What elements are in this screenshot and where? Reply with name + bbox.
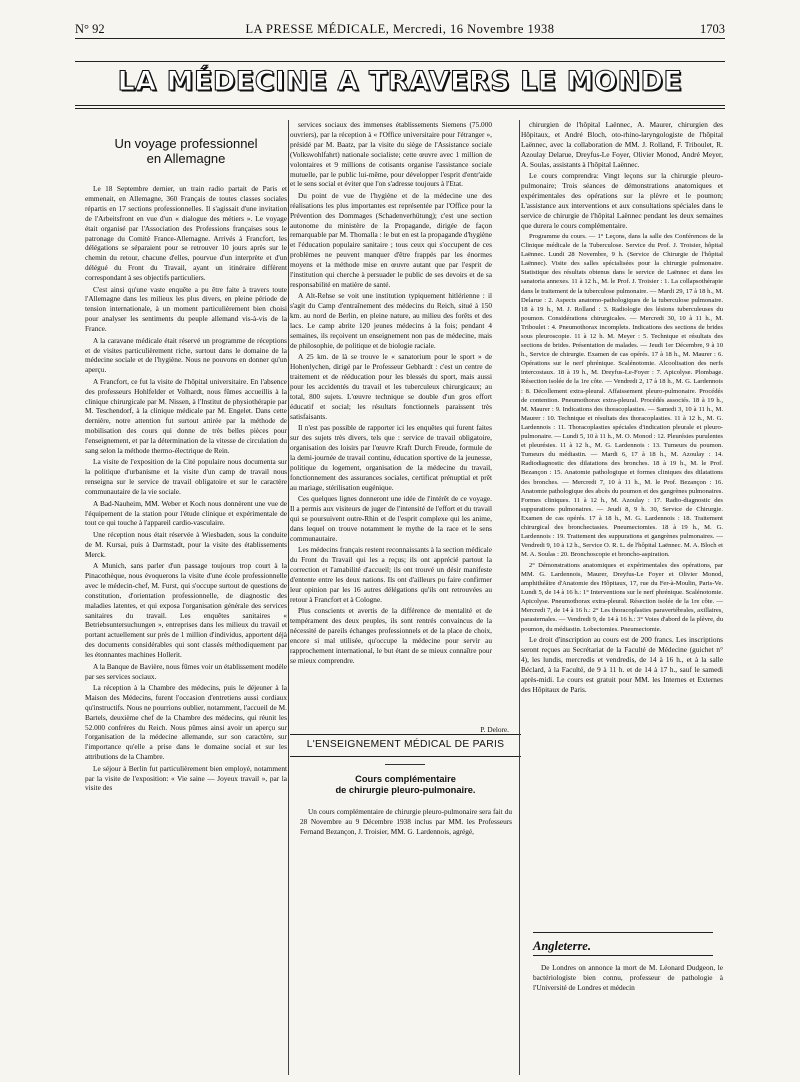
banner-bottom-rule-2 bbox=[75, 108, 725, 109]
paragraph: Une réception nous était réservée à Wiesbaden, sous la conduite de M. Kursai, puis à Darmstadt, pour la visite des établissements Merck. bbox=[85, 529, 287, 559]
course-title bbox=[300, 774, 511, 796]
programme-text-2: 2° Démonstrations anatomiques et expérimentales des opérations, par MM. G. Lardennois, Maurer, Dreyfus-Le Foyer et Olivier Monod, amphithéâtre d'Anatomie des Hôpitaux, 17, rue du Fer-à-Moulin, Paris-Ve. Lundi 5, de 14 à 16 h.: 1° Interventions sur le nerf phrénique. Scalénotomie. Apicolyse. Pneumothorax extra-pleural. Résection isolée de la 1re côte. — Mercredi 7, de 14 à 16 h.: 2° Les thoracoplasties paravertébrales, axillaires, parasternales. — Vendredi 9, de 14 à 16 h.: 3° Voies d'abord de la plèvre, du poumon, du médiastin. Lobectomies. Pneumectomie. bbox=[521, 561, 723, 633]
column-divider-2 bbox=[519, 120, 520, 1075]
section-banner: LA MÉDECINE A TRAVERS LE MONDE bbox=[117, 66, 683, 97]
running-header bbox=[75, 22, 725, 36]
banner-top-rule bbox=[75, 61, 725, 62]
paragraph: La visite de l'exposition de la Cité populaire nous documenta sur la politique d'urbanisme et la visite d'un camp de travail nous renseigna sur le service de travail obligatoire et sur le caractère communautaire de la vie sociale. bbox=[85, 457, 287, 497]
section-heading: L'ENSEIGNEMENT MÉDICAL DE PARIS bbox=[306, 739, 505, 750]
programme-text: Programme du cours. — 1° Leçons, dans la salle des Conférences de la Clinique médicale de la Tuberculose. Service du Prof. J. Troisier, hôpital Laënnec. Lundi 28 Novembre, 9 h. (Service de Chirurgie de l'hôpital Laënnec). Visite des salles spécialisées pour la chirurgie pulmonaire. Statistique des résultats obtenus dans le service de Laënnec et dans les sanatoria annexes. 11 à 12 h., M. le Prof. J. Troisier : 1. La collapsothérapie dans le traitement de la tuberculose pulmonaire. — Mardi 29, 17 à 18 h., M. Delarue : 2. Aspects anatomo-pathologiques de la tuberculose pulmonaire. 18 à 19 h., M. J. Rolland : 3. Radiologie des lésions tuberculeuses du poumon. Considérations chirurgicales. — Mercredi 30, 10 à 11 h., M. Triboulet : 4. Pneumothorax incomplets. Indications des sections de brides sous pleuroscopie. 11 à 12 h. M. Meyer : 5. Technique et résultats des sections de brides. Présentation de malades. — Jeudi 1er Décembre, 9 à 10 h., Service de chirurgie. Examen de cas opérés. 17 à 18 h., M. Maurer : 6. Opérations sur le nerf phrénique. Scalénotomie. Alcoolisation des nerfs intercostaux. 18 à 19 h., M. Dreyfus-Le-Foyer : 7. Apicolyse. Plombage. Résection isolée de la 1re côte. — Vendredi 2, 17 à 18 h., M. G. Lardennois : 8. Décollement extra-pleural. Affaissement pleuro-pulmonaire. Procédés de contention. Pneumothorax extra-pleural. Procédés associés. 18 à 19 h., M. Maurer : 9. Indications des thoracoplasties. — Samedi 3, 10 à 11 h., M. Maurer : 10. Technique et résultats des thoracoplasties. 11 à 12 h., M. G. Lardennois : 11. Thoracoplasties spéciales d'indication pleurale et pleuro-pulmonaire. — Lundi 5, 10 à 11 h., M. O. Monod : 12. Pleurésies purulentes et pleurésies. 11 à 12 h., M. G. Lardennois : 13. Tumeurs du poumon. Tumeurs du médiastin. — Mardi 6, 17 à 18 h., M. Azoulay : 14. Radiodiagnostic des dilatations des bronches. 18 à 19 h., M. le Prof. Bezançon : 15. Anatomie pathologique et formes cliniques des dilatations des bronches. — Mercredi 7, 10 à 11 h., M. le Prof. Bezançon : 16. Anatomie pathologique des abcès du poumon et des gangrènes pulmonaires. Formes cliniques. 11 à 12 h., M. Azoulay : 17. Radio-diagnostic des suppurations pulmonaires. — Jeudi 8, 9 h. 30, Service de Chirurgie. Examen de cas opérés. 17 à 18 h., M. G. Lardennois : 18. Traitement chirurgical des bronchectasies. Pneumectomies. 18 à 19 h., M. G. Lardennois : 19. Traitement des suppurations et gangrènes pulmonaires. — Vendredi 9, 10 à 12 h., Service O. R. L. de l'hôpital Laënnec. M. A. Bloch et M. A. Soulas : 20. Bronchoscopie et broncho-aspiration. bbox=[521, 232, 723, 559]
column-1 bbox=[85, 184, 287, 1074]
paragraph: Le 18 Septembre dernier, un train radio partait de Paris et emmenait, en Allemagne, 360 Français de toutes classes sociales répartis en 17 sections professionnelles. Il s'agissait d'une invitation de l'Arbeitsfront en vue d'un « dialogue des métiers ». Le voyage était organisé par l'Association des Professions françaises sous le patronage du Comité France-Allemagne. Arrivés à Francfort, les délégations se séparaient pour se retrouver 10 jours après sur le chemin du retour, chacune d'elles, pourvue d'un interprète et d'un délégué du Front du Travail, ayant un itinéraire différent correspondant à ses objectifs particuliers. bbox=[85, 184, 287, 283]
paragraph: A Francfort, ce fut la visite de l'hôpital universitaire. En l'absence des professeurs Hohlfelder et Volhardt, nous fûmes accueillis à la clinique chirurgicale par M. Nissen, à l'Institut de physiothérapie par M. Teschendorf, à la clinique médicale par M. Engelet. Dans cette dernière, notre attention fut surtout attirée par la méthode de mobilisation des cours qui donne de très belles pièces pour l'enseignement, et par la détermination de la vitesse de circulation du sang selon la méthode thermo-électrique de Rein. bbox=[85, 376, 287, 456]
paragraph: services sociaux des immenses établissements Siemens (75.000 ouvriers), par la réception à « l'Office universitaire pour l'étranger », présidé par M. Baatz, par la visite du siège de l'Assistance sociale (Volkswohlfahrt) nationale socialiste; cette œuvre avec 1 million de volontaires et 9 millions de cotisants organise l'assistance sociale mutuelle, par le public lui-même, pour développer l'esprit d'entr'aide et le sens social et éviter que l'on s'adresse toujours à l'Etat. bbox=[290, 120, 492, 189]
paragraph: A la caravane médicale était réservé un programme de réceptions et de visites particulièrement riche, surtout dans le domaine de la médecine sociale et de l'hygiène. Nous ne pouvons en donner qu'un aperçu. bbox=[85, 335, 287, 375]
paragraph: Ces quelques lignes donneront une idée de l'intérêt de ce voyage. Il a permis aux visiteurs de juger de l'intensité de l'effort et du travail qui se poursuivent outre-Rhin et de l'esprit complexe qui les anime, dans lequel on trouve notamment le mythe de la race et le sens communautaire. bbox=[290, 494, 492, 543]
paragraph: chirurgien de l'hôpital Laënnec, A. Maurer, chirurgien des Hôpitaux, et André Bloch, oto-rhino-laryngologiste de l'hôpital Laënnec, avec la collaboration de MM. J. Rolland, F. Triboulet, R. Azoulay Delarue, Dreyfus-Le Foyer, Olivier Monod, André Meyer, A. Soulas, assistants à l'hôpital Laënnec. bbox=[521, 120, 723, 169]
paragraph: C'est ainsi qu'une vaste enquête a pu être faite à travers toute l'Allemagne dans les milieux les plus divers, en pleine période de tension internationale, à un moment particulièrement bien choisi pour analyser les sentiments du peuple allemand vis-à-vis de la France. bbox=[85, 284, 287, 334]
article-title bbox=[85, 136, 287, 166]
course-title-line1: Cours complémentaire bbox=[355, 774, 456, 784]
column-divider-1 bbox=[288, 120, 289, 1075]
paragraph: Il n'est pas possible de rapporter ici les enquêtes qui furent faites sur des sujets très divers, tels que : service de travail obligatoire, organisation des loisirs par l'œuvre Kraft Durch Freude, formule de la demi-journée de travail continu, éducation sportive de la jeunesse, politique du logement, organisation de la médecine du travail, fonctionnement des assurances sociales, certificat prénuptial et prêt au mariage, stérilisation eugénique. bbox=[290, 423, 492, 492]
section-rule-bottom bbox=[290, 756, 521, 757]
angleterre-rule bbox=[533, 955, 713, 956]
article-signature: P. Delore. bbox=[480, 725, 509, 734]
paragraph: Les médecins français restent reconnaissants à la section médicale du Front du Travail qui les a reçus; ils ont apprécié partout la correction et l'amabilité d'accueil; ils ont trouvé un désir manifeste d'entente entre les deux nations. Ils ont d'ailleurs pu faire confirmer leur opinion par les 16 autres délégations qu'ils ont retrouvées au retour à Francfort et à Cologne. bbox=[290, 545, 492, 604]
column-3 bbox=[521, 120, 723, 930]
course-title-line2: de chirurgie pleuro-pulmonaire. bbox=[335, 785, 476, 795]
paragraph: A Bad-Nauheim, MM. Weber et Koch nous donnèrent une vue de l'équipement de la station pour l'étude clinique et expérimentale de tout ce qui touche à l'appareil cardio-vasculaire. bbox=[85, 498, 287, 528]
paragraph: Le séjour à Berlin fut particulièrement bien employé, notamment par la visite de l'exposition: « Vie saine — Joyeux travail », par la visite des bbox=[85, 763, 287, 793]
angleterre-text bbox=[533, 963, 723, 1073]
paragraph: Du point de vue de l'hygiène et de la médecine une des réalisations les plus importantes est représentée par l'Office pour la Prévention des Dommages (Schadenverhütung); c'est une section autonome du ministère de la Propagande, dirigée de façon remarquable par M. Thomalla : le but en est la propagande d'hygiène et l'éducation populaire sanitaire ; tous ceux qui s'occupent de ces problèmes ne peuvent manquer d'être frappés par les énormes moyens et la méthode mise en œuvre autant que par l'esprit de l'institution qui cherche à persuader le public de ses devoirs et de sa responsabilité en matière de santé. bbox=[290, 190, 492, 289]
angleterre-top-rule bbox=[533, 932, 713, 933]
paragraph: Plus conscients et avertis de la différence de mentalité et de tempérament des deux peuples, ils sont rentrés convaincus de la nécessité de pareils échanges professionnels et de la place de choix, encore si mal utilisée, qu'occupe la médecine pour servir au rapprochement international, le but étant de se mieux connaître pour se mieux comprendre. bbox=[290, 606, 492, 665]
article-title-line2: en Allemagne bbox=[146, 151, 226, 166]
issue-number: N° 92 bbox=[75, 22, 105, 36]
course-intro bbox=[300, 807, 512, 1067]
inscription-text: Le droit d'inscription au cours est de 200 francs. Les inscriptions seront reçues au Secrétariat de la Faculté de Médecine (guichet n° 4), les lundis, mercredis et vendredis, de 14 à 16 h., et à la salle Béclard, à la Faculté, de 9 à 11 h. et de 14 à 17 h., sauf le samedi après-midi. Le cours est gratuit pour MM. les Internes et Externes des Hôpitaux de Paris. bbox=[521, 635, 723, 694]
paragraph: Le cours comprendra: Vingt leçons sur la chirurgie pleuro-pulmonaire; Trois séances de démonstrations anatomiques et expérimentales des opérations sur la plèvre et le poumon; L'assistance aux interventions et aux consultations spéciales dans le service de chirurgie de l'hôpital Laënnec pendant les deux semaines que durera le cours complémentaire. bbox=[521, 171, 723, 230]
journal-title: LA PRESSE MÉDICALE, Mercredi, 16 Novembre 1938 bbox=[245, 22, 555, 36]
paragraph: A la Banque de Bavière, nous fûmes voir un établissement modèle par ses services sociaux. bbox=[85, 661, 287, 681]
page-number: 1703 bbox=[700, 22, 725, 36]
paragraph: A Alt-Rehse se voit une institution typiquement hitlérienne : il s'agit du Camp d'entraînement des médecins du Reich, situé à 150 km. au nord de Berlin, en pleine nature, au milieu des forêts et des lacs. Le camp abrite 120 jeunes médecins à la fois; pendant 4 semaines, ils reçoivent un enseignement non pas de médecine, mais de philosophie, de politique et de biologie raciale. bbox=[290, 291, 492, 350]
paragraph: Un cours complémentaire de chirurgie pleuro-pulmonaire sera fait du 28 Novembre au 9 Décembre 1938 inclus par MM. les Professeurs Fernand Bezançon, J. Troisier, MM. G. Lardennois, agrégé, bbox=[300, 807, 512, 836]
paragraph: A Munich, sans parler d'un passage toujours trop court à la Pinacothèque, nous évoquerons la visite d'une école professionnelle avec le médecin-chef, M. Furst, qui s'occupe surtout de questions de constitution, d'orientation professionnelle, de diagnostic des maladies latentes, et qui exposa l'organisation générale des services sanitaires du travail. Les enquêtes sanitaires « Betriebsuntersuchungen », entreprises dans les milieux du travail et portant actuellement sur près de 1 million d'individus, apportent déjà des documents considérables qui sont classés méthodiquement par les étonnantes machines Hollerit. bbox=[85, 561, 287, 660]
column-2 bbox=[290, 120, 492, 740]
paragraph: De Londres on annonce la mort de M. Léonard Dudgeon, le bactériologiste bien connu, professeur de pathologie à l'Université de Londres et médecin bbox=[533, 963, 723, 992]
article-title-line1: Un voyage professionnel bbox=[114, 136, 258, 151]
header-rule bbox=[75, 38, 725, 39]
angleterre-heading: Angleterre. bbox=[533, 939, 591, 953]
paragraph: A 25 km. de là se trouve le « sanatorium pour le sport » de Hohenlychen, dirigé par le Professeur Gebhardt : c'est un centre de traitement et de rééducation pour les blessés du sport, mais aussi pour les accidentés du travail et les tuberculeux chirurgicaux; au total, 800 sujets. L'œuvre technique se double d'un gros effort éducatif et social; les résultats fonctionnels paraissent très satisfaisants. bbox=[290, 352, 492, 421]
section-rule-top bbox=[290, 734, 521, 735]
short-rule bbox=[385, 764, 425, 765]
banner-bottom-rule bbox=[75, 105, 725, 106]
paragraph: La réception à la Chambre des médecins, puis le déjeuner à la Maison des Médecins, furent l'occasion d'entretiens aussi cordiaux qu'instructifs. Nous ne pourrions oublier, notamment, l'accueil de M. Bartels, deuxième chef de la Chambre des médecins, qui réunit les 52.000 confrères du Reich. Nous pûmes ainsi avoir un aperçu sur l'organisation de la médecine allemande, sur son caractère, sur l'importance qu'elle a prise dans le domaine social et sur les attributions de la Chambre. bbox=[85, 682, 287, 762]
